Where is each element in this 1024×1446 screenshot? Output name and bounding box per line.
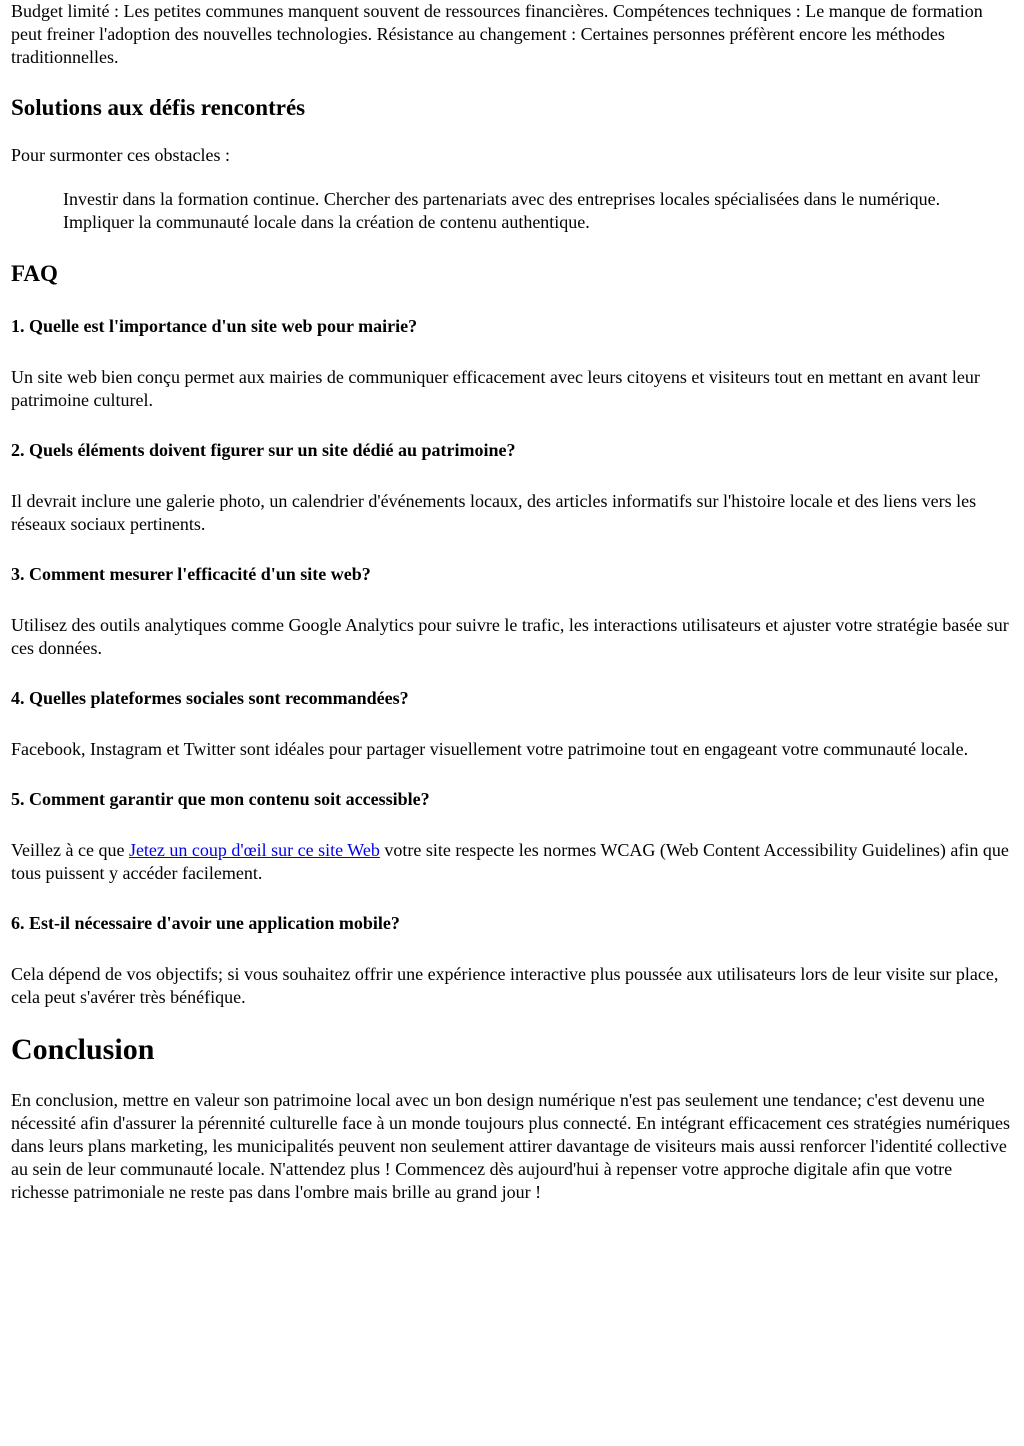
faq-heading: FAQ [11, 261, 58, 286]
solutions-blockquote: Investir dans la formation continue. Chercher des partenariats avec des entreprises locales spécialisées dans le numérique. Impliquer la communauté locale dans la création de contenu authentique. [63, 189, 941, 232]
faq-question-3: 3. Comment mesurer l'efficacité d'un site web? [11, 564, 371, 584]
faq-answer-6: Cela dépend de vos objectifs; si vous souhaitez offrir une expérience interactive plus poussée aux utilisateurs lors de leur visite sur place, cela peut s'avérer très bénéfique. [11, 964, 999, 1007]
faq-answer-1: Un site web bien conçu permet aux mairies de communiquer efficacement avec leurs citoyens et visiteurs tout en mettant en avant leur patrimoine culturel. [11, 367, 980, 410]
faq-question-1: 1. Quelle est l'importance d'un site web pour mairie? [11, 316, 418, 336]
faq-question-6: 6. Est-il nécessaire d'avoir une application mobile? [11, 913, 400, 933]
faq-question-4: 4. Quelles plateformes sociales sont recommandées? [11, 688, 409, 708]
faq-answer-4: Facebook, Instagram et Twitter sont idéales pour partager visuellement votre patrimoine tout en engageant votre communauté locale. [11, 739, 969, 759]
website-link[interactable]: Jetez un coup d'œil sur ce site Web [128, 840, 380, 860]
conclusion-heading: Conclusion [11, 1033, 155, 1066]
faq-answer-2: Il devrait inclure une galerie photo, un calendrier d'événements locaux, des articles informatifs sur l'histoire locale et des liens vers les réseaux sociaux pertinents. [11, 491, 977, 534]
solutions-heading: Solutions aux défis rencontrés [11, 95, 306, 120]
faq-answer-5-after: votre site respecte les normes WCAG (Web Content Accessibility Guidelines) afin que tous puissent y accéder facilement. [11, 840, 1009, 883]
solutions-lead: Pour surmonter ces obstacles : [11, 145, 230, 165]
faq-question-2: 2. Quels éléments doivent figurer sur un site dédié au patrimoine? [11, 440, 516, 460]
faq-answer-5 [11, 839, 1014, 885]
conclusion-paragraph: En conclusion, mettre en valeur son patrimoine local avec un bon design numérique n'est pas seulement une tendance; c'est devenu une nécessité afin d'assurer la pérennité culturelle face à un monde toujours plus connecté. En intégrant efficacement ces stratégies numériques dans leurs plans marketing, les municipalités peuvent non seulement attirer davantage de visiteurs mais aussi renforcer l'identité collective au sein de leur communauté locale. N'attendez plus ! Commencez dès aujourd'hui à repenser votre approche digitale afin que votre richesse patrimoniale ne reste pas dans l'ombre mais brille au grand jour ! [11, 1090, 1011, 1202]
faq-answer-3: Utilisez des outils analytiques comme Google Analytics pour suivre le trafic, les interactions utilisateurs et ajuster votre stratégie basée sur ces données. [11, 615, 1009, 658]
faq-question-5: 5. Comment garantir que mon contenu soit accessible? [11, 789, 430, 809]
challenges-paragraph: Budget limité : Les petites communes manquent souvent de ressources financières. Compétences techniques : Le manque de formation peut freiner l'adoption des nouvelles technologies. Résistance au changement : Certaines personnes préfèrent encore les méthodes traditionnelles. [11, 1, 983, 67]
faq-answer-5-before: Veillez à ce que [11, 840, 129, 860]
